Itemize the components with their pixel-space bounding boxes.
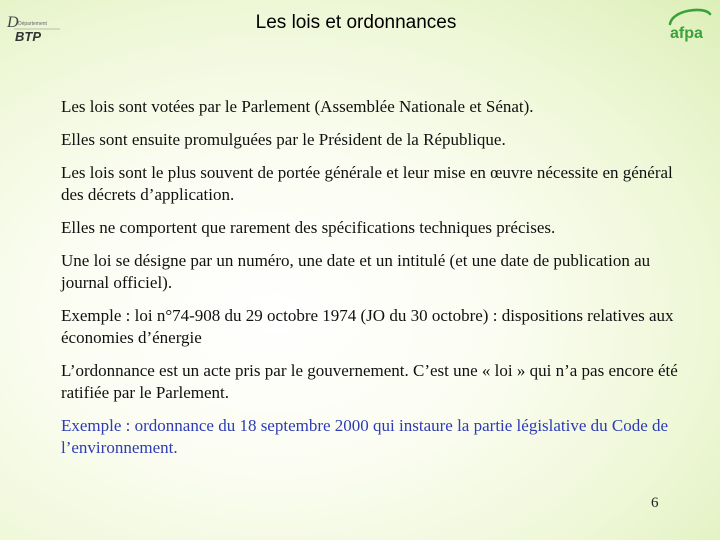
paragraph-designation-loi: Une loi se désigne par un numéro, une date et un intitulé (et une date de publication au journal officiel). [61,251,651,292]
paragraph-specifications: Elles ne comportent que rarement des spécifications techniques précises. [61,218,556,237]
logo-line1: Département [18,21,47,27]
afpa-logo [664,4,714,48]
slide-title: Les lois et ordonnances [255,12,457,33]
afpa-logo-text: afpa [670,25,703,42]
page-number: 6 [651,495,659,511]
paragraph-exemple-ordonnance: Exemple : ordonnance du 18 septembre 2000 qui instaure la partie législative du Code de l’environnement. [61,416,669,457]
paragraph-portee-generale: Les lois sont le plus souvent de portée générale et leur mise en œuvre nécessite en général des décrets d’application. [61,163,673,204]
slide-header [0,0,720,50]
paragraph-lois-votees: Les lois sont votées par le Parlement (Assemblée Nationale et Sénat). [61,97,534,116]
logo-initial: D [7,14,19,31]
logo-line2: BTP [15,29,41,44]
paragraph-promulgation: Elles sont ensuite promulguées par le Président de la République. [61,130,506,149]
paragraph-ordonnance: L’ordonnance est un acte pris par le gouvernement. C’est une « loi » qui n’a pas encore été ratifiée par le Parlement. [61,361,678,402]
slide-body [61,96,691,470]
paragraph-exemple-loi: Exemple : loi n°74-908 du 29 octobre 1974 (JO du 30 octobre) : dispositions relatives aux économies d’énergie [61,306,674,347]
